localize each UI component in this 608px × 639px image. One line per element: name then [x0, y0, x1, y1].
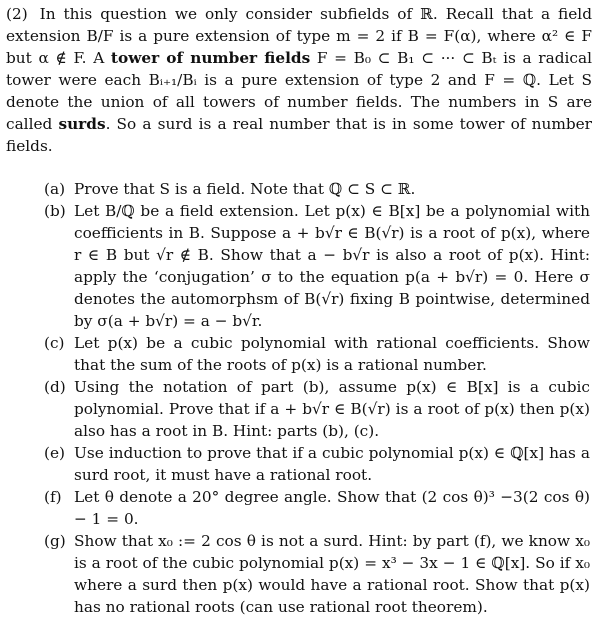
part-b: [44, 200, 590, 332]
part-text: Use induction to prove that if a cubic polynomial p(x) ∈ ℚ[x] has a surd root, it must have a rational root.: [74, 444, 590, 484]
part-text: Let p(x) be a cubic polynomial with rational coefficients. Show that the sum of the roots of p(x) is a rational number.: [74, 334, 590, 374]
part-label: (f): [44, 488, 62, 506]
part-text: Show that x₀ := 2 cos θ is not a surd. Hint: by part (f), we know x₀ is a root of the cubic polynomial p(x) = x³ − 3x − 1 ∈ ℚ[x]. So if x₀ where a surd then p(x) would have a rational root. Show that p(x) has no rational roots (can use rational root theorem).: [74, 532, 590, 616]
part-label: (c): [44, 334, 65, 352]
part-e: [44, 442, 590, 486]
part-label: (d): [44, 378, 66, 396]
part-label: (e): [44, 444, 65, 462]
part-text: Let B/ℚ be a field extension. Let p(x) ∈ B[x] be a polynomial with coefficients in B. Suppose a + b√r ∈ B(√r) is a root of p(x), where r ∈ B but √r ∉ B. Show that a − b√r is also a root of p(x). Hint: apply the ‘conjugation’ σ to the equation p(a + b√r) = 0. Here σ denotes the automorphsm of B(√r) fixing B pointwise, determined by σ(a + b√r) = a − b√r.: [74, 202, 590, 330]
part-text: Prove that S is a field. Note that ℚ ⊂ S ⊂ ℝ.: [74, 180, 416, 198]
part-label: (b): [44, 202, 66, 220]
part-label: (g): [44, 532, 66, 550]
problem-number: (2): [6, 5, 28, 23]
problem-intro: [6, 3, 592, 157]
problem-intro-text: In this question we only consider subfields of ℝ. Recall that a field extension B/F is a pure extension of type m = 2 if B = F(α), where α² ∈ F but α ∉ F. A tower of number fields F = B₀ ⊂ B₁ ⊂ ··· ⊂ Bₜ is a radical tower were each Bᵢ₊₁/Bᵢ is a pure extension of type 2 and F = ℚ. Let S denote the union of all towers of number fields. The numbers in S are called surds. So a surd is a real number that is in some tower of number fields.: [6, 5, 592, 155]
part-d: [44, 376, 590, 442]
part-f: [44, 486, 590, 530]
part-text: Using the notation of part (b), assume p(x) ∈ B[x] is a cubic polynomial. Prove that if a + b√r ∈ B(√r) is a root of p(x) then p(x) also has a root in B. Hint: parts (b), (c).: [74, 378, 590, 440]
part-label: (a): [44, 180, 66, 198]
part-c: [44, 332, 590, 376]
part-g: [44, 530, 590, 618]
part-a: [44, 178, 590, 200]
part-text: Let θ denote a 20° degree angle. Show that (2 cos θ)³ −3(2 cos θ)− 1 = 0.: [74, 488, 590, 528]
problem-parts-list: [44, 178, 590, 618]
